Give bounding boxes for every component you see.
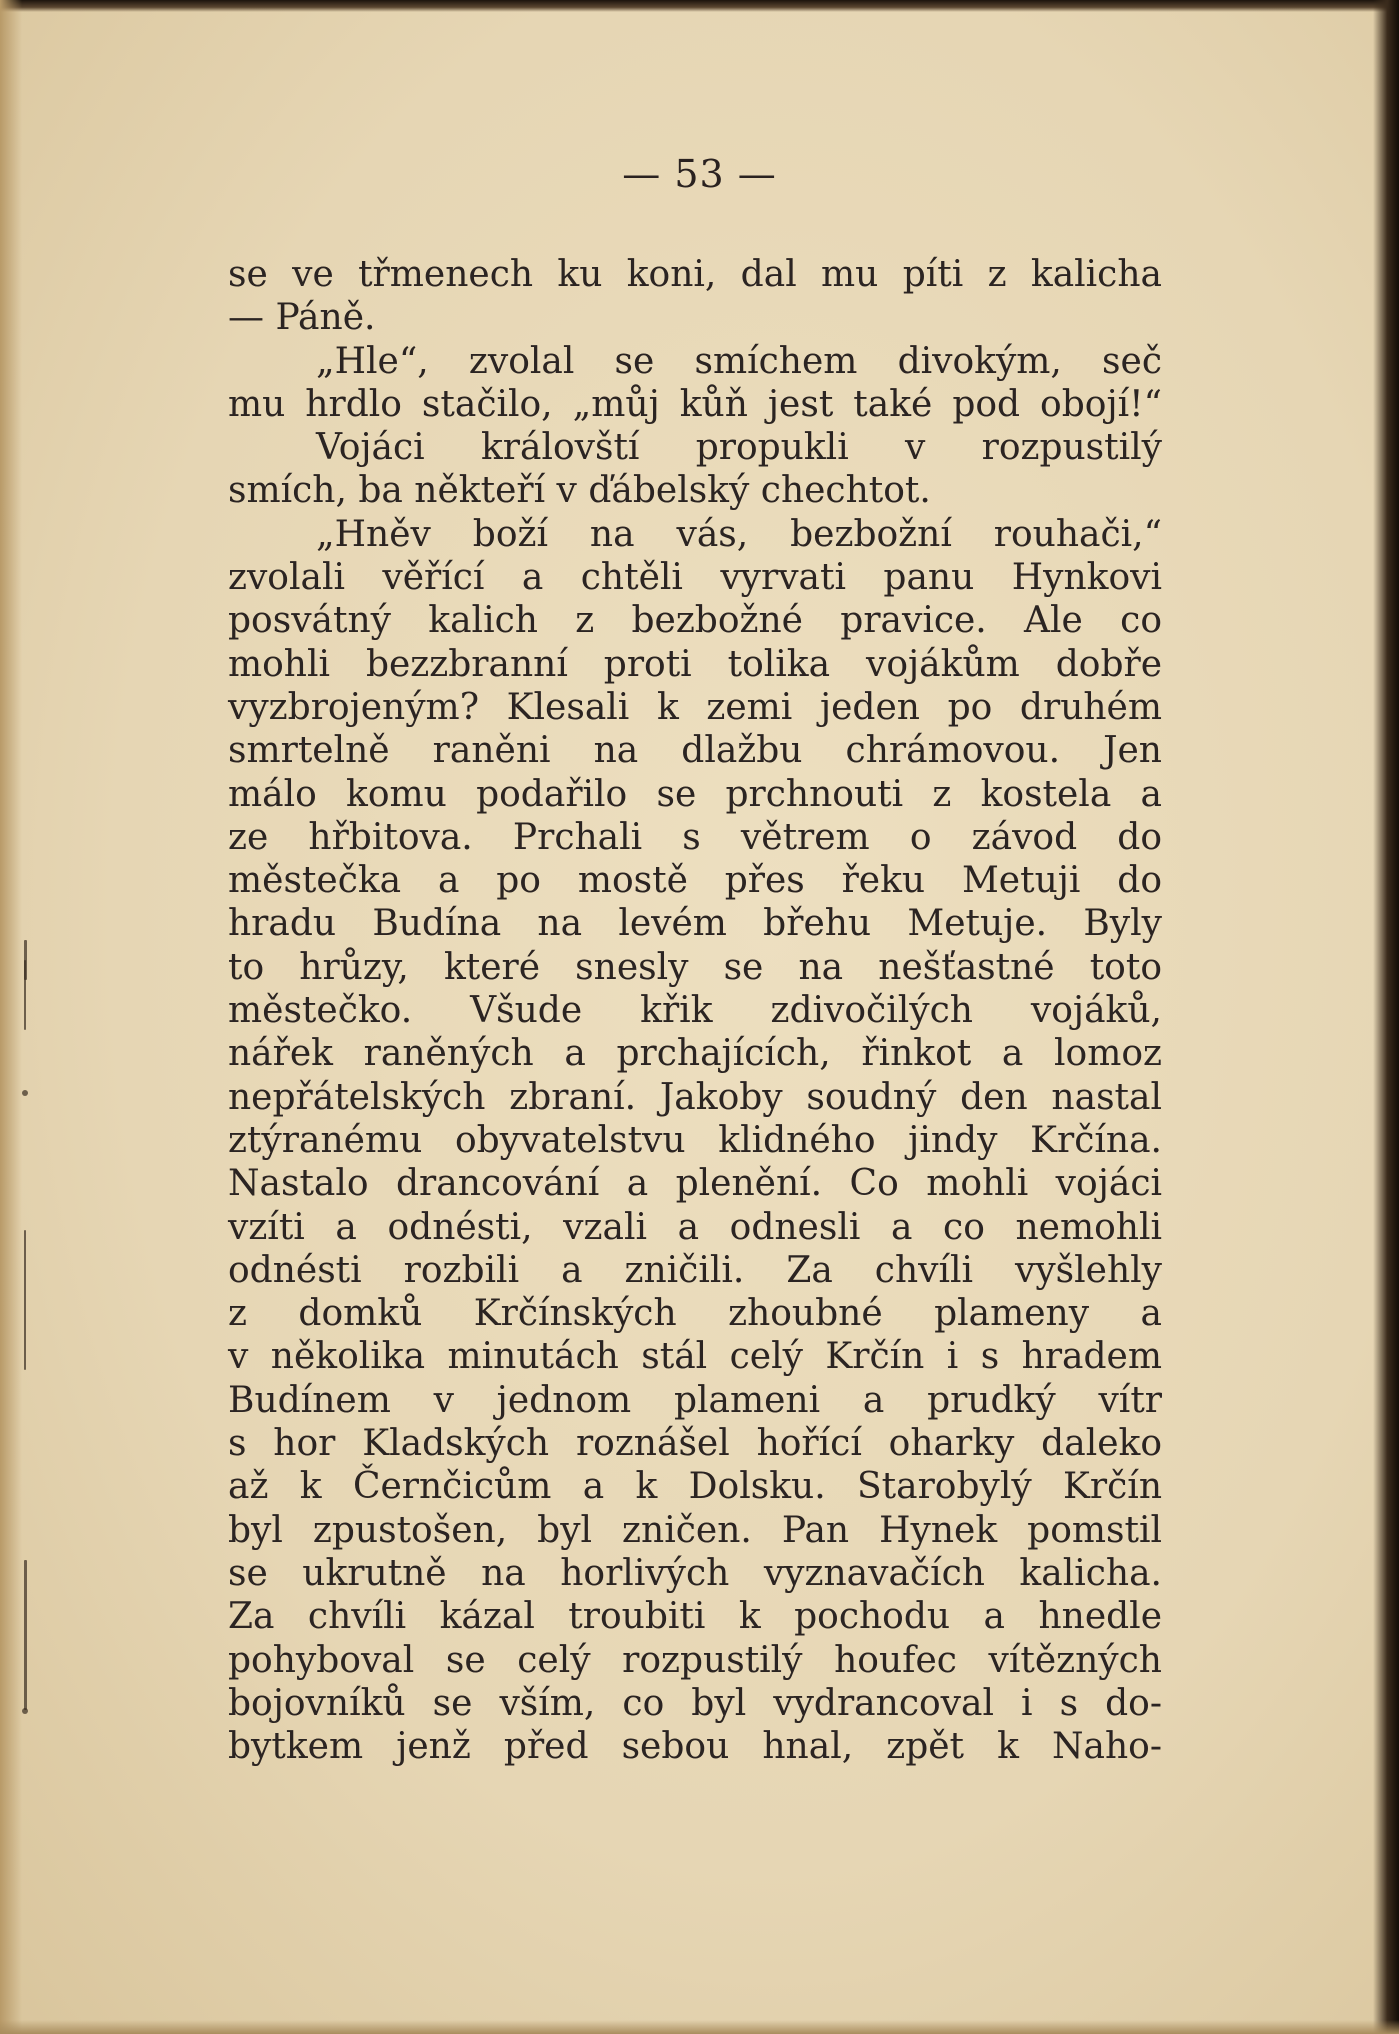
margin-mark	[24, 1230, 26, 1370]
text-line: Nastalo drancování a plenění. Co mohli vojáci	[228, 1163, 1162, 1205]
text-line: ze hřbitova. Prchali s větrem o závod do	[228, 816, 1162, 858]
text-line: „Hněv boží na vás, bezbožní rouhači,“	[316, 513, 1162, 555]
text-line: ztýranému obyvatelstvu klidného jindy Krčína.	[228, 1119, 1162, 1161]
text-line: s hor Kladských roznášel hořící oharky daleko	[228, 1423, 1162, 1465]
text-line: až k Černčicům a k Dolsku. Starobylý Krčín	[228, 1466, 1162, 1508]
scan-edge-left	[0, 0, 22, 2034]
margin-mark	[22, 1708, 28, 1714]
margin-mark	[24, 1560, 27, 1710]
text-line: smrtelně raněni na dlažbu chrámovou. Jen	[228, 730, 1162, 772]
text-line: bojovníků se vším, co byl vydrancoval i s do-	[228, 1682, 1162, 1724]
text-line: vzíti a odnésti, vzali a odnesli a co nemohli	[228, 1206, 1162, 1248]
margin-mark	[22, 1090, 28, 1096]
scan-edge-right	[1373, 0, 1399, 2034]
text-line: městečko. Všude křik zdivočilých vojáků,	[228, 990, 1162, 1032]
body-text	[228, 253, 1162, 1768]
text-line: — Páně.	[228, 297, 376, 339]
text-line: Vojáci královští propukli v rozpustilý	[316, 427, 1162, 469]
text-line: posvátný kalich z bezbožné pravice. Ale co	[228, 600, 1162, 642]
text-line: bytkem jenž před sebou hnal, zpět k Naho-	[228, 1726, 1162, 1768]
scan-edge-bottom	[0, 2020, 1399, 2034]
margin-mark	[24, 960, 26, 1030]
text-line: odnésti rozbili a zničili. Za chvíli vyšlehly	[228, 1249, 1162, 1291]
text-line: nářek raněných a prchajících, řinkot a lomoz	[228, 1033, 1162, 1075]
text-line: Budínem v jednom plameni a prudký vítr	[228, 1379, 1162, 1421]
text-line: pohyboval se celý rozpustilý houfec vítězných	[228, 1639, 1162, 1681]
text-line: z domků Krčínských zhoubné plameny a	[228, 1293, 1162, 1335]
text-line: se ukrutně na horlivých vyznavačích kalicha.	[228, 1552, 1162, 1594]
text-line: mohli bezzbranní proti tolika vojákům dobře	[228, 643, 1162, 685]
text-line: smích, ba někteří v ďábelský chechtot.	[228, 470, 931, 512]
text-line: zvolali věřící a chtěli vyrvati panu Hynkovi	[228, 557, 1162, 599]
text-line: byl zpustošen, byl zničen. Pan Hynek pomstil	[228, 1509, 1162, 1551]
text-line: nepřátelských zbraní. Jakoby soudný den nastal	[228, 1076, 1162, 1118]
text-line: to hrůzy, které snesly se na nešťastné toto	[228, 946, 1162, 988]
page-number: — 53 —	[622, 152, 777, 196]
text-line: vyzbrojeným? Klesali k zemi jeden po druhém	[228, 686, 1162, 728]
text-line: městečka a po mostě přes řeku Metuji do	[228, 860, 1162, 902]
text-line: „Hle“, zvolal se smíchem divokým, seč	[316, 340, 1162, 382]
text-line: málo komu podařilo se prchnouti z kostela a	[228, 773, 1162, 815]
text-line: hradu Budína na levém břehu Metuje. Byly	[228, 903, 1162, 945]
scan-edge-top	[0, 0, 1399, 12]
text-line: se ve třmenech ku koni, dal mu píti z kalicha	[228, 254, 1162, 295]
text-line: mu hrdlo stačilo, „můj kůň jest také pod obojí!“	[228, 383, 1162, 425]
text-line: v několika minutách stál celý Krčín i s hradem	[228, 1336, 1162, 1378]
text-line: Za chvíli kázal troubiti k pochodu a hnedle	[228, 1596, 1162, 1638]
